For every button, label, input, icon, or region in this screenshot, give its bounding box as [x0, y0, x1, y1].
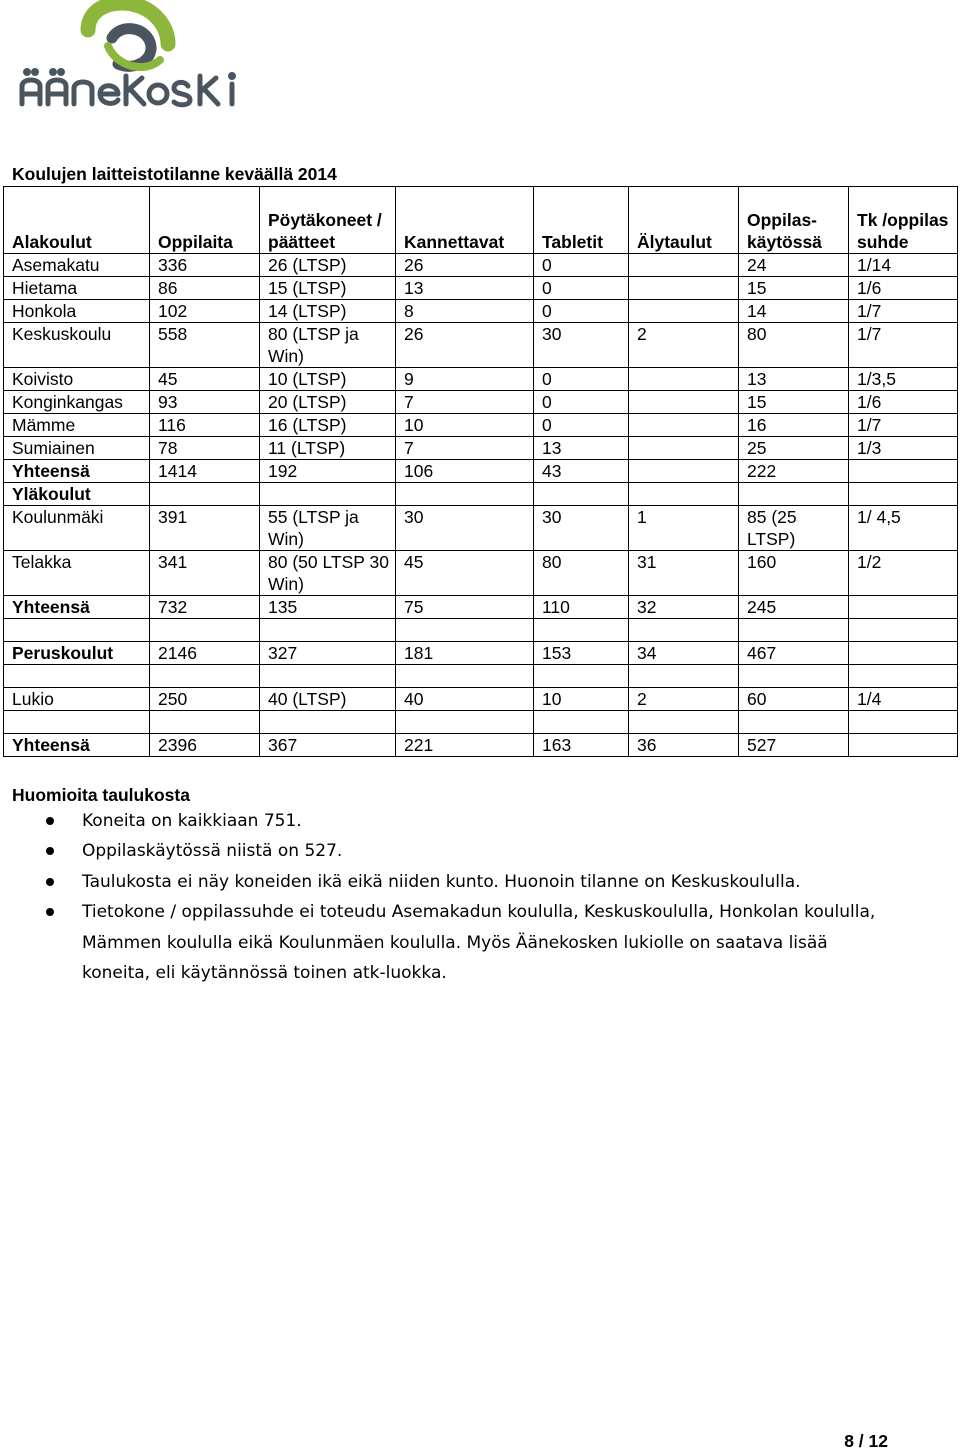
table-row: [4, 277, 958, 300]
table-cell: [739, 665, 849, 688]
table-cell: 1/6: [849, 391, 958, 414]
table-cell: [150, 483, 260, 506]
table-cell: 192: [260, 460, 396, 483]
table-cell: 2: [629, 323, 739, 368]
table-cell: [739, 619, 849, 642]
bullet-icon: [46, 878, 54, 886]
equipment-table: [3, 186, 958, 757]
table-cell: Peruskoulut: [4, 642, 150, 665]
table-body: [4, 254, 958, 757]
table-cell: [629, 665, 739, 688]
table-cell: 86: [150, 277, 260, 300]
table-row: [4, 368, 958, 391]
table-cell: [849, 734, 958, 757]
table-cell: 0: [534, 300, 629, 323]
table-cell: 1/7: [849, 323, 958, 368]
table-row: [4, 711, 958, 734]
table-cell: 1/2: [849, 551, 958, 596]
note-item: [12, 806, 892, 836]
table-row: [4, 506, 958, 551]
table-cell: Lukio: [4, 688, 150, 711]
table-cell: 160: [739, 551, 849, 596]
table-row: [4, 460, 958, 483]
table-cell: [260, 665, 396, 688]
table-cell: 15 (LTSP): [260, 277, 396, 300]
table-cell: 7: [396, 437, 534, 460]
column-header: Pöytäkoneet / päätteet: [260, 187, 396, 254]
table-cell: [849, 665, 958, 688]
table-cell: [629, 619, 739, 642]
table-cell: [849, 711, 958, 734]
table-cell: 14 (LTSP): [260, 300, 396, 323]
table-cell: Koulunmäki: [4, 506, 150, 551]
table-cell: [629, 460, 739, 483]
table-cell: 16 (LTSP): [260, 414, 396, 437]
note-text: Koneita on kaikkiaan 751.: [82, 811, 302, 831]
table-cell: 85 (25 LTSP): [739, 506, 849, 551]
table-cell: 26 (LTSP): [260, 254, 396, 277]
table-cell: [739, 483, 849, 506]
aanekoski-logo: [8, 0, 253, 112]
table-cell: [534, 619, 629, 642]
table-cell: Asemakatu: [4, 254, 150, 277]
table-cell: 36: [629, 734, 739, 757]
table-cell: 181: [396, 642, 534, 665]
table-cell: Koivisto: [4, 368, 150, 391]
table-cell: [4, 665, 150, 688]
table-cell: 1/7: [849, 414, 958, 437]
table-cell: 0: [534, 277, 629, 300]
column-header: Älytaulut: [629, 187, 739, 254]
table-cell: 221: [396, 734, 534, 757]
bullet-icon: [46, 817, 54, 825]
table-cell: [260, 483, 396, 506]
table-header-row: [4, 187, 958, 254]
table-cell: Hietama: [4, 277, 150, 300]
table-cell: 13: [396, 277, 534, 300]
table-cell: Yhteensä: [4, 734, 150, 757]
column-header: Oppilaita: [150, 187, 260, 254]
table-cell: [629, 437, 739, 460]
table-row: [4, 665, 958, 688]
table-cell: [629, 483, 739, 506]
table-cell: 10 (LTSP): [260, 368, 396, 391]
table-cell: [849, 642, 958, 665]
table-cell: [849, 460, 958, 483]
table-cell: 30: [534, 323, 629, 368]
table-row: [4, 688, 958, 711]
table-cell: Yhteensä: [4, 596, 150, 619]
table-cell: 15: [739, 391, 849, 414]
document-title: Koulujen laitteistotilanne keväällä 2014: [12, 164, 337, 184]
table-cell: 1: [629, 506, 739, 551]
table-cell: [739, 711, 849, 734]
table-row: [4, 391, 958, 414]
table-cell: 43: [534, 460, 629, 483]
table-cell: 75: [396, 596, 534, 619]
table-cell: 40 (LTSP): [260, 688, 396, 711]
note-text: Taulukosta ei näy koneiden ikä eikä niiden kunto. Huonoin tilanne on Keskuskoululla.: [82, 871, 801, 892]
table-row: [4, 483, 958, 506]
table-cell: [4, 711, 150, 734]
table-cell: 15: [739, 277, 849, 300]
table-cell: Yhteensä: [4, 460, 150, 483]
table-cell: 116: [150, 414, 260, 437]
table-cell: 163: [534, 734, 629, 757]
table-cell: 1/4: [849, 688, 958, 711]
column-header: Alakoulut: [4, 187, 150, 254]
table-cell: 24: [739, 254, 849, 277]
table-cell: 13: [534, 437, 629, 460]
table-cell: 110: [534, 596, 629, 619]
table-cell: [260, 619, 396, 642]
table-cell: [534, 711, 629, 734]
table-cell: 391: [150, 506, 260, 551]
table-cell: 1/3,5: [849, 368, 958, 391]
table-cell: 336: [150, 254, 260, 277]
table-cell: 80 (50 LTSP 30 Win): [260, 551, 396, 596]
table-cell: [534, 665, 629, 688]
table-cell: 8: [396, 300, 534, 323]
table-cell: 327: [260, 642, 396, 665]
table-cell: 467: [739, 642, 849, 665]
table-cell: 30: [534, 506, 629, 551]
table-cell: 78: [150, 437, 260, 460]
table-cell: 135: [260, 596, 396, 619]
table-cell: 55 (LTSP ja Win): [260, 506, 396, 551]
table-row: [4, 551, 958, 596]
table-cell: 30: [396, 506, 534, 551]
table-cell: 11 (LTSP): [260, 437, 396, 460]
table-cell: Telakka: [4, 551, 150, 596]
table-cell: 45: [150, 368, 260, 391]
table-cell: [396, 619, 534, 642]
table-cell: 2396: [150, 734, 260, 757]
bullet-icon: [46, 847, 54, 855]
table-cell: [150, 619, 260, 642]
table-cell: [849, 596, 958, 619]
table-cell: [629, 277, 739, 300]
table-cell: 26: [396, 254, 534, 277]
table-cell: 80: [739, 323, 849, 368]
table-cell: 13: [739, 368, 849, 391]
table-cell: [396, 483, 534, 506]
table-cell: 34: [629, 642, 739, 665]
table-cell: 222: [739, 460, 849, 483]
table-cell: 1/3: [849, 437, 958, 460]
table-cell: [150, 711, 260, 734]
table-cell: [849, 483, 958, 506]
page-number: 8 / 12: [844, 1431, 888, 1451]
table-row: [4, 414, 958, 437]
note-text: Oppilaskäytössä niistä on 527.: [82, 841, 343, 862]
table-cell: 80 (LTSP ja Win): [260, 323, 396, 368]
table-row: [4, 437, 958, 460]
table-row: [4, 596, 958, 619]
table-cell: Mämme: [4, 414, 150, 437]
table-cell: 32: [629, 596, 739, 619]
table-cell: [150, 665, 260, 688]
table-row: [4, 642, 958, 665]
table-cell: 0: [534, 414, 629, 437]
table-cell: 40: [396, 688, 534, 711]
table-row: [4, 323, 958, 368]
column-header: Tk /oppilas suhde: [849, 187, 958, 254]
column-header: Kannettavat: [396, 187, 534, 254]
table-cell: 2: [629, 688, 739, 711]
table-row: [4, 734, 958, 757]
column-header: Oppilas-käytössä: [739, 187, 849, 254]
table-cell: 0: [534, 391, 629, 414]
table-cell: 527: [739, 734, 849, 757]
table-cell: [629, 300, 739, 323]
table-cell: 1/ 4,5: [849, 506, 958, 551]
table-cell: 102: [150, 300, 260, 323]
table-cell: [396, 665, 534, 688]
table-cell: 558: [150, 323, 260, 368]
table-cell: 20 (LTSP): [260, 391, 396, 414]
table-cell: 367: [260, 734, 396, 757]
table-cell: 2146: [150, 642, 260, 665]
table-cell: [629, 711, 739, 734]
note-item: [12, 897, 892, 988]
table-cell: Sumiainen: [4, 437, 150, 460]
table-cell: 25: [739, 437, 849, 460]
table-cell: 0: [534, 254, 629, 277]
table-cell: 732: [150, 596, 260, 619]
table-cell: 14: [739, 300, 849, 323]
table-cell: 1414: [150, 460, 260, 483]
table-cell: 60: [739, 688, 849, 711]
table-cell: [629, 254, 739, 277]
table-cell: 0: [534, 368, 629, 391]
table-cell: 31: [629, 551, 739, 596]
table-cell: 45: [396, 551, 534, 596]
table-cell: 245: [739, 596, 849, 619]
table-cell: [629, 391, 739, 414]
column-header: Tabletit: [534, 187, 629, 254]
table-row: [4, 300, 958, 323]
table-cell: 341: [150, 551, 260, 596]
table-cell: 93: [150, 391, 260, 414]
note-item: [12, 867, 892, 897]
table-cell: [629, 414, 739, 437]
table-cell: Konginkangas: [4, 391, 150, 414]
table-cell: [260, 711, 396, 734]
table-cell: 1/14: [849, 254, 958, 277]
table-cell: 26: [396, 323, 534, 368]
table-cell: [534, 483, 629, 506]
table-cell: [4, 619, 150, 642]
table-cell: 1/6: [849, 277, 958, 300]
table-cell: 10: [396, 414, 534, 437]
table-cell: 10: [534, 688, 629, 711]
table-cell: Honkola: [4, 300, 150, 323]
table-cell: [396, 711, 534, 734]
table-cell: Keskuskoulu: [4, 323, 150, 368]
note-item: [12, 836, 892, 866]
table-cell: 7: [396, 391, 534, 414]
table-cell: Yläkoulut: [4, 483, 150, 506]
table-cell: [849, 619, 958, 642]
table-cell: 9: [396, 368, 534, 391]
table-cell: 1/7: [849, 300, 958, 323]
table-row: [4, 619, 958, 642]
table-cell: 106: [396, 460, 534, 483]
table-cell: 153: [534, 642, 629, 665]
table-cell: [629, 368, 739, 391]
table-row: [4, 254, 958, 277]
table-cell: 250: [150, 688, 260, 711]
note-text: Tietokone / oppilassuhde ei toteudu Asemakadun koululla, Keskuskoululla, Honkolan koululla, Mämmen koululla eikä Koulunmäen koululla. Myös Äänekosken lukiolle on saatava lisää koneita, eli käytännössä toinen atk-luokka.: [82, 902, 876, 984]
table-cell: 16: [739, 414, 849, 437]
bullet-icon: [46, 908, 54, 916]
notes-title: Huomioita taulukosta: [12, 785, 190, 805]
table-cell: 80: [534, 551, 629, 596]
notes-list: [12, 806, 892, 988]
